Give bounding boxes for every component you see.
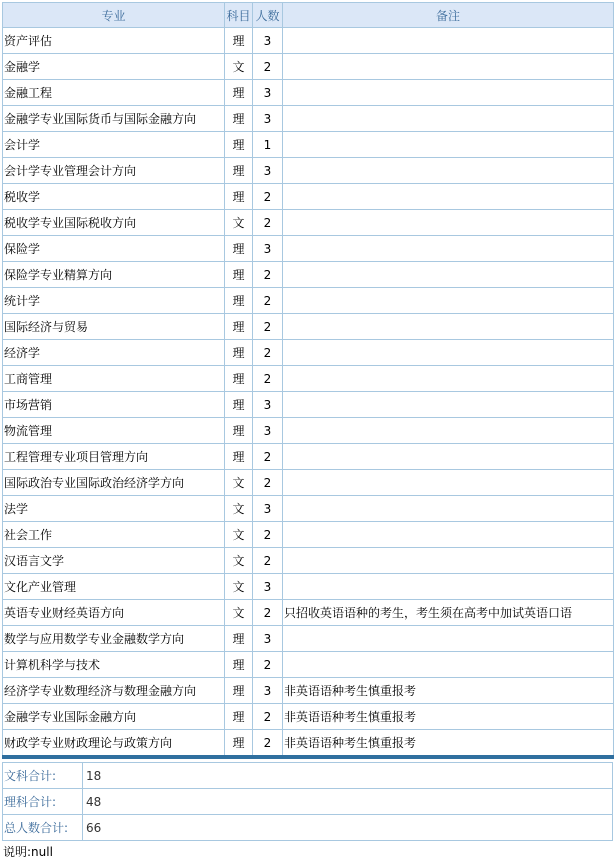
subj-cell: 文 bbox=[225, 496, 253, 522]
science-total-value: 48 bbox=[83, 789, 613, 815]
table-row bbox=[3, 444, 614, 470]
liberal-arts-total-value: 18 bbox=[83, 763, 613, 789]
table-row bbox=[3, 496, 614, 522]
cnt-cell: 3 bbox=[253, 80, 283, 106]
table-body bbox=[3, 28, 614, 758]
cnt-cell: 2 bbox=[253, 262, 283, 288]
table-row bbox=[3, 210, 614, 236]
remark-cell bbox=[283, 262, 614, 288]
table-row bbox=[3, 314, 614, 340]
header-row bbox=[3, 3, 614, 28]
remark-cell: 非英语语种考生慎重报考 bbox=[283, 704, 614, 730]
major-cell: 文化产业管理 bbox=[3, 574, 225, 600]
remark-cell bbox=[283, 106, 614, 132]
cnt-cell: 2 bbox=[253, 366, 283, 392]
major-cell: 经济学 bbox=[3, 340, 225, 366]
table-row bbox=[3, 470, 614, 496]
table-row bbox=[3, 574, 614, 600]
cnt-cell: 2 bbox=[253, 704, 283, 730]
major-cell: 汉语言文学 bbox=[3, 548, 225, 574]
note-label: 说明: bbox=[3, 845, 32, 859]
table-row bbox=[3, 704, 614, 730]
cnt-cell: 3 bbox=[253, 28, 283, 54]
cnt-cell: 3 bbox=[253, 418, 283, 444]
header-major: 专业 bbox=[3, 3, 225, 28]
table-row bbox=[3, 288, 614, 314]
cnt-cell: 2 bbox=[253, 288, 283, 314]
subj-cell: 理 bbox=[225, 80, 253, 106]
major-cell: 税收学 bbox=[3, 184, 225, 210]
cnt-cell: 3 bbox=[253, 392, 283, 418]
header-count: 人数 bbox=[253, 3, 283, 28]
cnt-cell: 2 bbox=[253, 340, 283, 366]
subj-cell: 理 bbox=[225, 366, 253, 392]
subj-cell: 文 bbox=[225, 548, 253, 574]
remark-cell bbox=[283, 340, 614, 366]
major-cell: 资产评估 bbox=[3, 28, 225, 54]
remark-cell bbox=[283, 158, 614, 184]
major-cell: 物流管理 bbox=[3, 418, 225, 444]
overall-total-label: 总人数合计: bbox=[3, 815, 83, 841]
major-cell: 经济学专业数理经济与数理金融方向 bbox=[3, 678, 225, 704]
subj-cell: 理 bbox=[225, 158, 253, 184]
table-row bbox=[3, 80, 614, 106]
remark-cell bbox=[283, 288, 614, 314]
major-cell: 工程管理专业项目管理方向 bbox=[3, 444, 225, 470]
subj-cell: 理 bbox=[225, 262, 253, 288]
cnt-cell: 3 bbox=[253, 496, 283, 522]
table-row bbox=[3, 548, 614, 574]
remark-cell bbox=[283, 574, 614, 600]
subj-cell: 文 bbox=[225, 210, 253, 236]
subj-cell: 理 bbox=[225, 678, 253, 704]
subj-cell: 理 bbox=[225, 106, 253, 132]
remark-cell bbox=[283, 522, 614, 548]
remark-cell bbox=[283, 548, 614, 574]
table-row bbox=[3, 54, 614, 80]
cnt-cell: 2 bbox=[253, 548, 283, 574]
remark-cell bbox=[283, 28, 614, 54]
remark-cell bbox=[283, 184, 614, 210]
subj-cell: 理 bbox=[225, 340, 253, 366]
subj-cell: 文 bbox=[225, 574, 253, 600]
summary-row-total bbox=[3, 815, 613, 841]
table-row bbox=[3, 652, 614, 678]
major-cell: 会计学 bbox=[3, 132, 225, 158]
summary-row-science bbox=[3, 789, 613, 815]
subj-cell: 理 bbox=[225, 28, 253, 54]
remark-cell bbox=[283, 236, 614, 262]
major-cell: 金融学 bbox=[3, 54, 225, 80]
major-cell: 会计学专业管理会计方向 bbox=[3, 158, 225, 184]
cnt-cell: 2 bbox=[253, 184, 283, 210]
cnt-cell: 3 bbox=[253, 678, 283, 704]
table-row bbox=[3, 132, 614, 158]
note-value: null bbox=[31, 845, 53, 859]
table-row bbox=[3, 262, 614, 288]
major-cell: 国际经济与贸易 bbox=[3, 314, 225, 340]
table-row bbox=[3, 600, 614, 626]
remark-cell bbox=[283, 444, 614, 470]
remark-cell: 非英语语种考生慎重报考 bbox=[283, 678, 614, 704]
table-row bbox=[3, 236, 614, 262]
table-row bbox=[3, 28, 614, 54]
header-subject: 科目 bbox=[225, 3, 253, 28]
major-cell: 法学 bbox=[3, 496, 225, 522]
cnt-cell: 3 bbox=[253, 158, 283, 184]
subj-cell: 理 bbox=[225, 392, 253, 418]
major-cell: 统计学 bbox=[3, 288, 225, 314]
subj-cell: 理 bbox=[225, 236, 253, 262]
remark-cell bbox=[283, 314, 614, 340]
table-row bbox=[3, 106, 614, 132]
note-line bbox=[3, 843, 53, 860]
table-row bbox=[3, 522, 614, 548]
subj-cell: 理 bbox=[225, 132, 253, 158]
table-row bbox=[3, 418, 614, 444]
remark-cell bbox=[283, 54, 614, 80]
remark-cell bbox=[283, 392, 614, 418]
major-cell: 金融工程 bbox=[3, 80, 225, 106]
subj-cell: 理 bbox=[225, 288, 253, 314]
cnt-cell: 1 bbox=[253, 132, 283, 158]
major-cell: 数学与应用数学专业金融数学方向 bbox=[3, 626, 225, 652]
table-row bbox=[3, 340, 614, 366]
summary-row-liberal-arts bbox=[3, 763, 613, 789]
summary-table bbox=[2, 762, 613, 841]
cnt-cell: 2 bbox=[253, 54, 283, 80]
major-cell: 财政学专业财政理论与政策方向 bbox=[3, 730, 225, 758]
cnt-cell: 2 bbox=[253, 730, 283, 758]
cnt-cell: 3 bbox=[253, 106, 283, 132]
cnt-cell: 3 bbox=[253, 574, 283, 600]
remark-cell bbox=[283, 80, 614, 106]
subj-cell: 理 bbox=[225, 652, 253, 678]
cnt-cell: 2 bbox=[253, 470, 283, 496]
table-row bbox=[3, 730, 614, 758]
overall-total-value: 66 bbox=[83, 815, 613, 841]
subj-cell: 文 bbox=[225, 522, 253, 548]
remark-cell bbox=[283, 366, 614, 392]
table-row bbox=[3, 184, 614, 210]
remark-cell: 只招收英语语种的考生，考生须在高考中加试英语口语 bbox=[283, 600, 614, 626]
subj-cell: 文 bbox=[225, 600, 253, 626]
subj-cell: 理 bbox=[225, 444, 253, 470]
subj-cell: 文 bbox=[225, 54, 253, 80]
enrollment-table bbox=[2, 2, 614, 759]
major-cell: 税收学专业国际税收方向 bbox=[3, 210, 225, 236]
subj-cell: 理 bbox=[225, 314, 253, 340]
remark-cell bbox=[283, 418, 614, 444]
table-row bbox=[3, 626, 614, 652]
cnt-cell: 2 bbox=[253, 210, 283, 236]
major-cell: 金融学专业国际金融方向 bbox=[3, 704, 225, 730]
subj-cell: 理 bbox=[225, 184, 253, 210]
subj-cell: 文 bbox=[225, 470, 253, 496]
remark-cell bbox=[283, 210, 614, 236]
subj-cell: 理 bbox=[225, 730, 253, 758]
major-cell: 英语专业财经英语方向 bbox=[3, 600, 225, 626]
cnt-cell: 2 bbox=[253, 314, 283, 340]
table-row bbox=[3, 366, 614, 392]
cnt-cell: 2 bbox=[253, 600, 283, 626]
subj-cell: 理 bbox=[225, 704, 253, 730]
major-cell: 金融学专业国际货币与国际金融方向 bbox=[3, 106, 225, 132]
cnt-cell: 2 bbox=[253, 652, 283, 678]
major-cell: 工商管理 bbox=[3, 366, 225, 392]
cnt-cell: 3 bbox=[253, 236, 283, 262]
liberal-arts-total-label: 文科合计: bbox=[3, 763, 83, 789]
science-total-label: 理科合计: bbox=[3, 789, 83, 815]
major-cell: 计算机科学与技术 bbox=[3, 652, 225, 678]
major-cell: 市场营销 bbox=[3, 392, 225, 418]
table-row bbox=[3, 392, 614, 418]
remark-cell bbox=[283, 470, 614, 496]
major-cell: 国际政治专业国际政治经济学方向 bbox=[3, 470, 225, 496]
major-cell: 社会工作 bbox=[3, 522, 225, 548]
cnt-cell: 3 bbox=[253, 626, 283, 652]
remark-cell bbox=[283, 626, 614, 652]
remark-cell bbox=[283, 652, 614, 678]
major-cell: 保险学 bbox=[3, 236, 225, 262]
remark-cell: 非英语语种考生慎重报考 bbox=[283, 730, 614, 758]
cnt-cell: 2 bbox=[253, 444, 283, 470]
table-row bbox=[3, 678, 614, 704]
subj-cell: 理 bbox=[225, 626, 253, 652]
remark-cell bbox=[283, 132, 614, 158]
subj-cell: 理 bbox=[225, 418, 253, 444]
remark-cell bbox=[283, 496, 614, 522]
major-cell: 保险学专业精算方向 bbox=[3, 262, 225, 288]
table-row bbox=[3, 158, 614, 184]
cnt-cell: 2 bbox=[253, 522, 283, 548]
header-remark: 备注 bbox=[283, 3, 614, 28]
